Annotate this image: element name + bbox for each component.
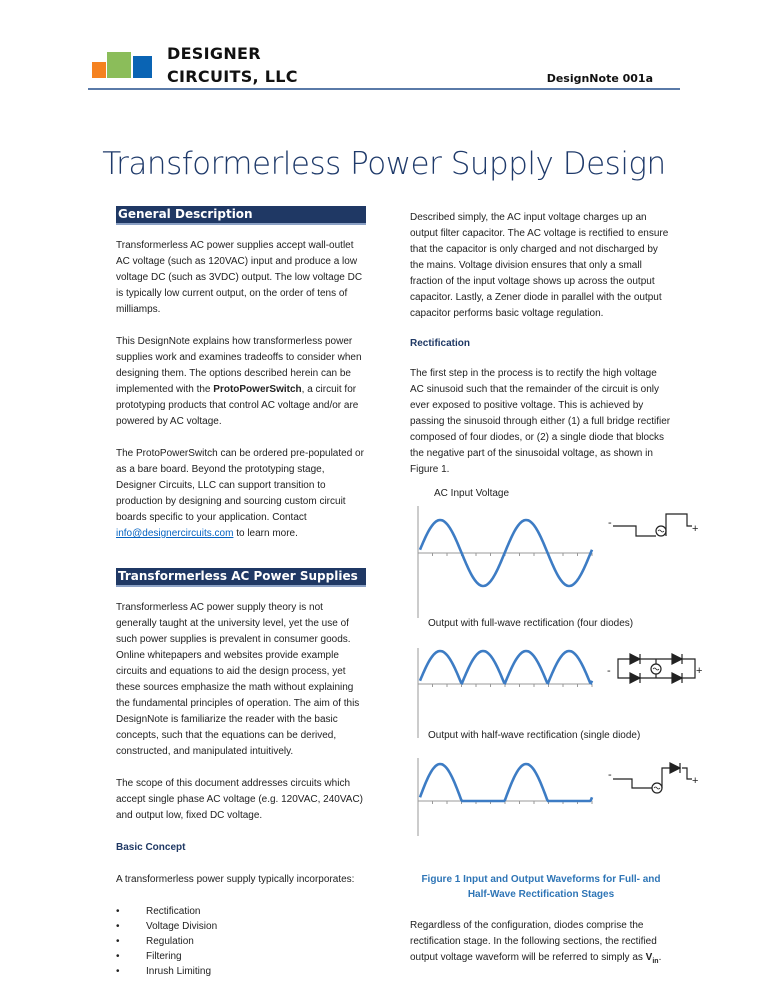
list-item: • Filtering [116, 949, 366, 964]
figure-label-ac-input: AC Input Voltage [434, 488, 510, 499]
plus-label: + [692, 775, 699, 787]
general-paragraph-2: This DesignNote explains how transformerless power supplies work and examines tradeoffs to consider when designing them. The options described herein can be implemented with the ProtoPowerSwitch, a circuit for prototyping products that control AC voltage and/or are powered by AC voltage. [116, 336, 362, 427]
minus-label: - [608, 769, 612, 781]
plus-label: + [692, 523, 699, 535]
right-column [410, 210, 703, 970]
header-divider [88, 88, 680, 90]
rectification-heading: Rectification [410, 338, 471, 349]
figure-label-half-wave: Output with half-wave rectification (single diode) [428, 730, 641, 741]
email-link[interactable]: info@designercircuits.com [116, 528, 234, 539]
design-note-id: DesignNote 001a [546, 72, 653, 85]
diode-icon [630, 673, 640, 683]
company-name: DESIGNER CIRCUITS, LLC [167, 44, 298, 86]
half-wave-circuit [613, 763, 692, 793]
figure-1-waveforms [400, 506, 703, 856]
section-heading-supplies: Transformerless AC Power Supplies [116, 568, 366, 587]
plus-label: + [696, 665, 703, 677]
component-list [116, 904, 366, 979]
minus-label: - [607, 665, 611, 677]
figure-1 [400, 488, 703, 868]
left-column [116, 206, 366, 979]
rectification-summary: Regardless of the configuration, diodes comprise the rectification stage. In the following sections, the rectified output voltage waveform will be referred to simply as $V_{in}$. [410, 920, 662, 965]
minus-label: - [608, 517, 612, 529]
basic-concept-paragraph: A transformerless power supply typically incorporates: [116, 874, 355, 885]
diode-icon [670, 763, 680, 773]
bridge-rectifier-circuit [618, 654, 695, 683]
supplies-paragraph-1: Transformerless AC power supply theory is not generally taught at the university level, yet the use of such power supplies is prevalent in consumer goods. Online whitepapers and websites provide example circuits and equations to aid the design process, yet these sources emphasize the math without explaining the fundamental principles of operation. The aim of this DesignNote is familiarize the reader with the basic concepts, such that the equations can be derived, constructed, and manipulated intuitively. [116, 602, 360, 757]
waveform-line [420, 651, 592, 683]
list-item: • Regulation [116, 934, 366, 949]
ac-source-circuit [613, 514, 692, 536]
section-heading-general: General Description [116, 206, 366, 225]
basic-concept-heading: Basic Concept [116, 842, 186, 853]
figure-label-full-wave: Output with full-wave rectification (four diodes) [428, 618, 634, 629]
general-paragraph-3: The ProtoPowerSwitch can be ordered pre-populated or as a bare board. Beyond the prototyping stage, Designer Circuits, LLC can support transition to production by designing and sourcing custom circuit boards specific to your application. Contact info@designercircuits.com to learn more. [116, 448, 364, 539]
diode-icon [672, 654, 682, 664]
diode-icon [672, 673, 682, 683]
list-item: • Voltage Division [116, 919, 366, 934]
list-item: • Inrush Limiting [116, 964, 366, 979]
diode-icon [630, 654, 640, 664]
figure-1-caption: Figure 1 Input and Output Waveforms for Full- and Half-Wave Rectification Stages [421, 874, 661, 900]
page-title: Transformerless Power Supply Design [102, 146, 666, 182]
general-paragraph-1: Transformerless AC power supplies accept wall-outlet AC voltage (such as 120VAC) input and produce a low voltage DC (such as 3VDC) output. The low voltage DC is typically low current output, on the order of tens of milliamps. [116, 240, 363, 315]
supplies-paragraph-2: The scope of this document addresses circuits which accept single phase AC voltage (e.g. 120VAC, 240VAC) and output low, fixed DC voltage. [116, 778, 363, 821]
waveform-line [420, 764, 592, 801]
intro-paragraph: Described simply, the AC input voltage charges up an output filter capacitor. The AC voltage is rectified to ensure that the capacitor is only charged and not discharged by the mains. Voltage division ensures that only a small fraction of the input voltage shows up across the output capacitor. Lastly, a Zener diode in parallel with the output capacitor performs basic voltage regulation. [410, 212, 669, 319]
company-logo [90, 50, 154, 80]
rectification-paragraph: The first step in the process is to rectify the high voltage AC sinusoid such that the remainder of the circuit is only ever exposed to positive voltage. This is achieved by passing the sinusoid through either (1) a full bridge rectifier composed of four diodes, or (2) a single diode that blocks the negative part of the sinusoidal voltage, as shown in Figure 1. [410, 368, 671, 475]
list-item: • Rectification [116, 904, 366, 919]
